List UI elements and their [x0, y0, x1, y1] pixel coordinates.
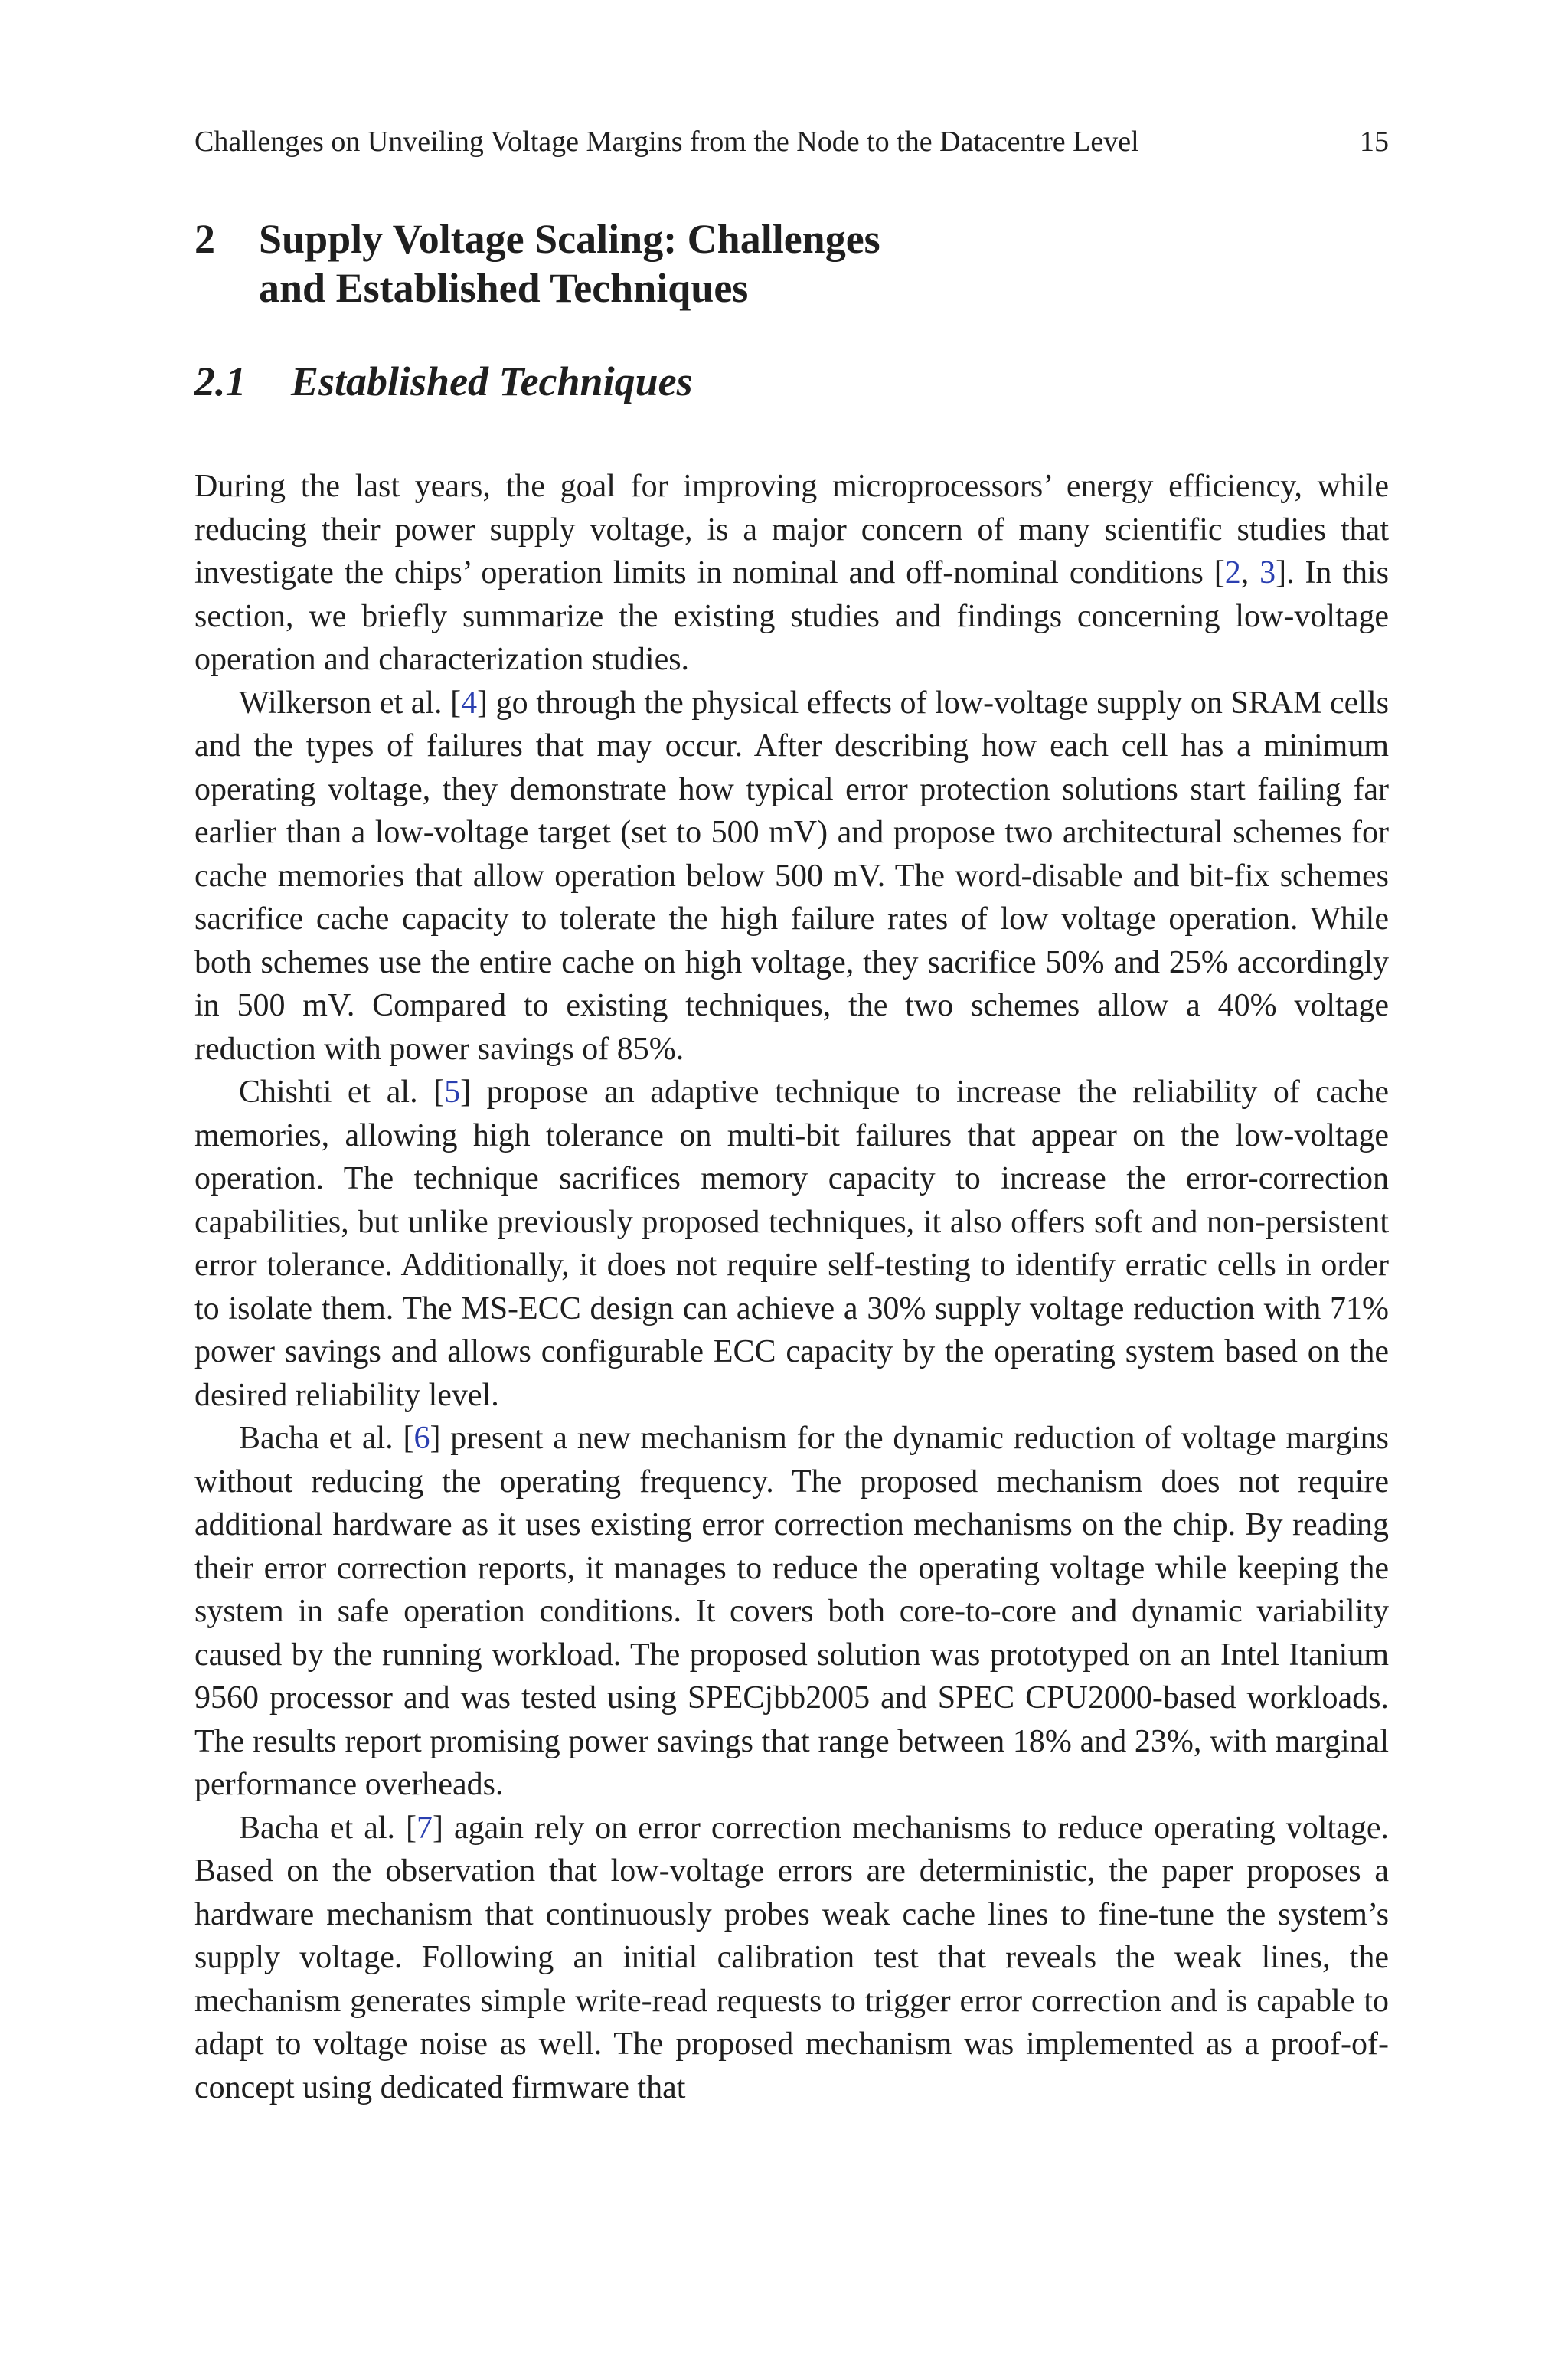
paragraph-text: ]. In this section, we briefly summarize the existing studies and findings concerning low-voltage operation and characterization studies. — [194, 555, 1389, 677]
page-number: 15 — [1360, 126, 1389, 158]
paragraph-text: ] present a new mechanism for the dynamic reduction of voltage margins without reducing the operating frequency. The proposed mechanism does not require additional hardware as it uses existing error correction mechanisms on the chip. By reading their error correction reports, it manages to reduce the operating voltage while keeping the system in safe operation conditions. It covers both core-to-core and dynamic variability caused by the running workload. The proposed solution was prototyped on an Intel Itanium 9560 processor and was tested using SPECjbb2005 and SPEC CPU2000-based workloads. The results report promising power savings that range between 18% and 23%, with marginal performance overheads. — [194, 1421, 1389, 1802]
paragraph-text: Bacha et al. [ — [239, 1810, 417, 1846]
paragraph-text: Bacha et al. [ — [239, 1421, 414, 1456]
citation-link[interactable]: 3 — [1259, 555, 1276, 590]
paragraph-text: Chishti et al. [ — [239, 1075, 445, 1110]
citation-separator: , — [1240, 555, 1260, 590]
paragraph-text: ] go through the physical effects of low-voltage supply on SRAM cells and the types of failures that may occur. After describing how each cell has a minimum operating voltage, they demonstrate how typical error protection solutions start failing far earlier than a low-voltage target (set to 500 mV) and propose two architectural schemes for cache memories that allow operation below 500 mV. The word-disable and bit-fix schemes sacrifice cache capacity to tolerate the high failure rates of low voltage operation. While both schemes use the entire cache on high voltage, they sacrifice 50% and 25% accordingly in 500 mV. Compared to existing techniques, the two schemes allow a 40% voltage reduction with power savings of 85%. — [194, 685, 1389, 1067]
citation-link[interactable]: 2 — [1224, 555, 1241, 590]
section-title-line-2: and Established Techniques — [259, 265, 749, 311]
paragraph-5 — [194, 1807, 1389, 2110]
section-number: 2 — [194, 216, 215, 262]
section-title — [259, 214, 1254, 312]
paragraph-2 — [194, 682, 1389, 1071]
paragraph-text: ] propose an adaptive technique to increase the reliability of cache memories, allowing high tolerance on multi-bit failures that appear on the low-voltage operation. The technique sacrifices memory capacity to increase the error-correction capabilities, but unlike previously proposed techniques, it also offers soft and non-persistent error tolerance. Additionally, it does not require self-testing to identify erratic cells in order to isolate them. The MS-ECC design can achieve a 30% supply voltage reduction with 71% power savings and allows configurable ECC capacity by the operating system based on the desired reliability level. — [194, 1075, 1389, 1413]
citation-link[interactable]: 6 — [413, 1421, 430, 1456]
paragraph-text: ] again rely on error correction mechanisms to reduce operating voltage. Based on the observation that low-voltage errors are deterministic, the paper proposes a hardware mechanism that continuously probes weak cache lines to fine-tune the system’s supply voltage. Following an initial calibration test that reveals the weak lines, the mechanism generates simple write-read requests to trigger error correction and is capable to adapt to voltage noise as well. The proposed mechanism was implemented as a proof-of-concept using dedicated firmware that — [194, 1810, 1389, 2105]
body-text — [194, 465, 1389, 2109]
paragraph-text: Wilkerson et al. [ — [239, 685, 462, 721]
subsection-title: Established Techniques — [291, 358, 693, 404]
paragraph-3 — [194, 1071, 1389, 1417]
paragraph-text: During the last years, the goal for improving microprocessors’ energy efficiency, while reducing their power supply voltage, is a major concern of many scientific studies that investigate the chips’ operation limits in nominal and off-nominal conditions [ — [194, 469, 1389, 590]
citation-link[interactable]: 4 — [461, 685, 478, 721]
section-title-line-1: Supply Voltage Scaling: Challenges — [259, 216, 880, 262]
citation-link[interactable]: 7 — [416, 1810, 433, 1846]
paragraph-4 — [194, 1417, 1389, 1807]
paragraph-1 — [194, 465, 1389, 682]
subsection-number: 2.1 — [194, 358, 247, 404]
citation-link[interactable]: 5 — [444, 1075, 461, 1110]
running-head-title: Challenges on Unveiling Voltage Margins from the Node to the Datacentre Level — [194, 126, 1139, 158]
